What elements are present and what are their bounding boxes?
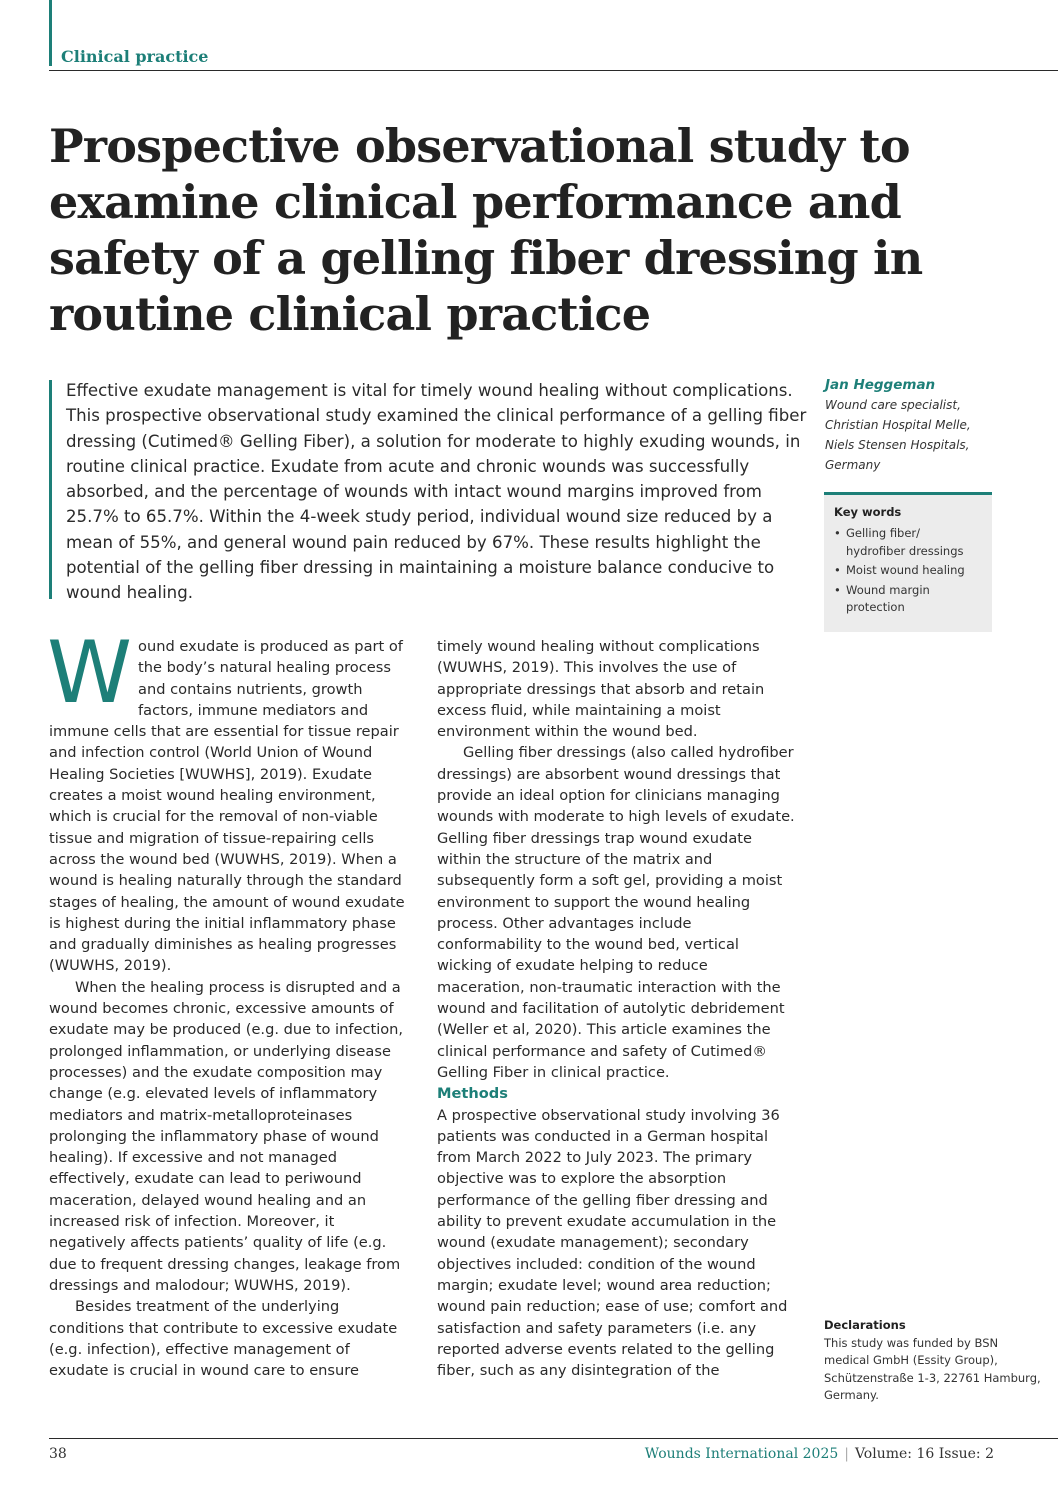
keywords-list xyxy=(834,525,982,617)
affiliation-line: Germany xyxy=(825,458,881,472)
keyword-line: • Wound margin xyxy=(846,582,930,597)
author-affiliation xyxy=(825,395,1055,475)
methods-heading: Methods xyxy=(437,1085,508,1103)
section-label: Clinical practice xyxy=(61,47,209,66)
declarations-text: This study was funded by BSN medical GmbH (Essity Group), Schützenstraße 1-3, 22761 Hamburg, Germany. xyxy=(824,1335,1041,1402)
affiliation-line: Christian Hospital Melle, xyxy=(825,418,971,432)
body-paragraph: When the healing process is disrupted and a wound becomes chronic, excessive amounts of exudate may be produced (e.g. due to infection, prolonged inflammation, or underlying disease processes) and the exudate composition may change (e.g. elevated levels of inflammatory mediators and matrix-metalloproteinases prolonging the inflammatory phase of wound healing). If excessive and not managed effectively, exudate can lead to periwound maceration, delayed wound healing and an increased risk of infection. Moreover, it negatively affects patients’ quality of life (e.g. due to frequent dressing changes, leakage from dressings and malodour; WUWHS, 2019). xyxy=(49,978,404,1294)
drop-cap: W xyxy=(47,623,133,723)
body-paragraph: Besides treatment of the underlying conditions that contribute to excessive exudate (e.g. infection), effective management of exudate is crucial in wound care to ensure xyxy=(49,1298,398,1380)
author-block xyxy=(825,375,1055,475)
body-column-2 xyxy=(437,636,797,1381)
keyword-line: • Moist wound healing xyxy=(846,563,965,577)
keyword-item xyxy=(834,525,982,560)
keywords-heading: Key words xyxy=(834,505,902,519)
article-title: Prospective observational study to examine clinical performance and safety of a gelling fiber dressing in routine clinical practice xyxy=(49,119,923,341)
page-number: 38 xyxy=(49,1446,67,1462)
body-column-1 xyxy=(47,623,409,1381)
abstract: Effective exudate management is vital for timely wound healing without complications. This prospective observational study examined the clinical performance of a gelling fiber dressing (Cutimed® Gelling Fiber), a solution for moderate to highly exuding wounds, in routine clinical practice. Exudate from acute and chronic wounds was successfully absorbed, and the percentage of wounds with intact wound margins improved from 25.7% to 65.7%. Within the 4-week study period, individual wound size reduced by a mean of 55%, and general wound pain reduced by 67%. These results highlight the potential of the gelling fiber dressing in maintaining a moisture balance conducive to wound healing. xyxy=(66,381,807,603)
affiliation-line: Niels Stensen Hospitals, xyxy=(825,438,970,452)
keywords-box xyxy=(824,492,992,632)
footer-separator: | xyxy=(844,1446,849,1462)
paragraph-text: ound exudate is produced as part of the body’s natural healing process and contains nutrients, growth factors, immune mediators and immune cells that are essential for tissue repair and infection control (World Union of Wound Healing Societies [WUWHS], 2019). Exudate creates a moist wound healing environment, which is crucial for the removal of non-viable tissue and migration of tissue-repairing cells across the wound bed (WUWHS, 2019). When a wound is healing naturally through the standard stages of healing, the amount of wound exudate is highest during the initial inflammatory phase and gradually diminishes as healing progresses (WUWHS, 2019). xyxy=(49,638,405,975)
body-paragraph xyxy=(47,623,409,977)
body-paragraph: A prospective observational study involving 36 patients was conducted in a German hospital from March 2022 to July 2023. The primary objective was to explore the absorption performance of the gelling fiber dressing and ability to prevent exudate accumulation in the wound (exudate management); secondary objectives included: condition of the wound margin; exudate level; wound area reduction; wound pain reduction; ease of use; comfort and satisfaction and safety parameters (i.e. any reported adverse events related to the gelling fiber, such as any disintegration of the xyxy=(437,1106,788,1380)
keyword-line: • Gelling fiber/ xyxy=(846,526,921,540)
body-paragraph: timely wound healing without complications (WUWHS, 2019). This involves the use of appropriate dressings that absorb and retain excess fluid, while maintaining a moist environment within the wound bed. xyxy=(437,638,765,741)
header-rule xyxy=(49,70,1058,71)
footer-citation xyxy=(645,1446,994,1462)
keyword-item xyxy=(834,562,982,580)
declarations-heading: Declarations xyxy=(824,1318,906,1332)
author-name: Jan Heggeman xyxy=(825,377,936,393)
keyword-item xyxy=(834,582,982,617)
affiliation-line: Wound care specialist, xyxy=(825,398,961,412)
declarations xyxy=(824,1317,1044,1405)
body-paragraph: Gelling fiber dressings (also called hydrofiber dressings) are absorbent wound dressings that provide an ideal option for clinicians managing wounds with moderate to high levels of exudate. Gelling fiber dressings trap wound exudate within the structure of the matrix and subsequently form a soft gel, providing a moist environment to support the wound healing process. Other advantages include conformability to the wound bed, vertical wicking of exudate helping to reduce maceration, non-traumatic interaction with the wound and facilitation of autolytic debridement (Weller et al, 2020). This article examines the clinical performance and safety of Cutimed® Gelling Fiber in clinical practice. xyxy=(437,744,795,1081)
volume-issue: Volume: 16 Issue: 2 xyxy=(854,1446,994,1462)
journal-name: Wounds International 2025 xyxy=(644,1446,839,1462)
section-accent-bar xyxy=(49,0,52,66)
footer-rule xyxy=(49,1438,1058,1439)
abstract-accent-bar xyxy=(49,380,52,599)
keyword-line: hydrofiber dressings xyxy=(846,543,964,558)
keyword-line: protection xyxy=(846,600,905,614)
